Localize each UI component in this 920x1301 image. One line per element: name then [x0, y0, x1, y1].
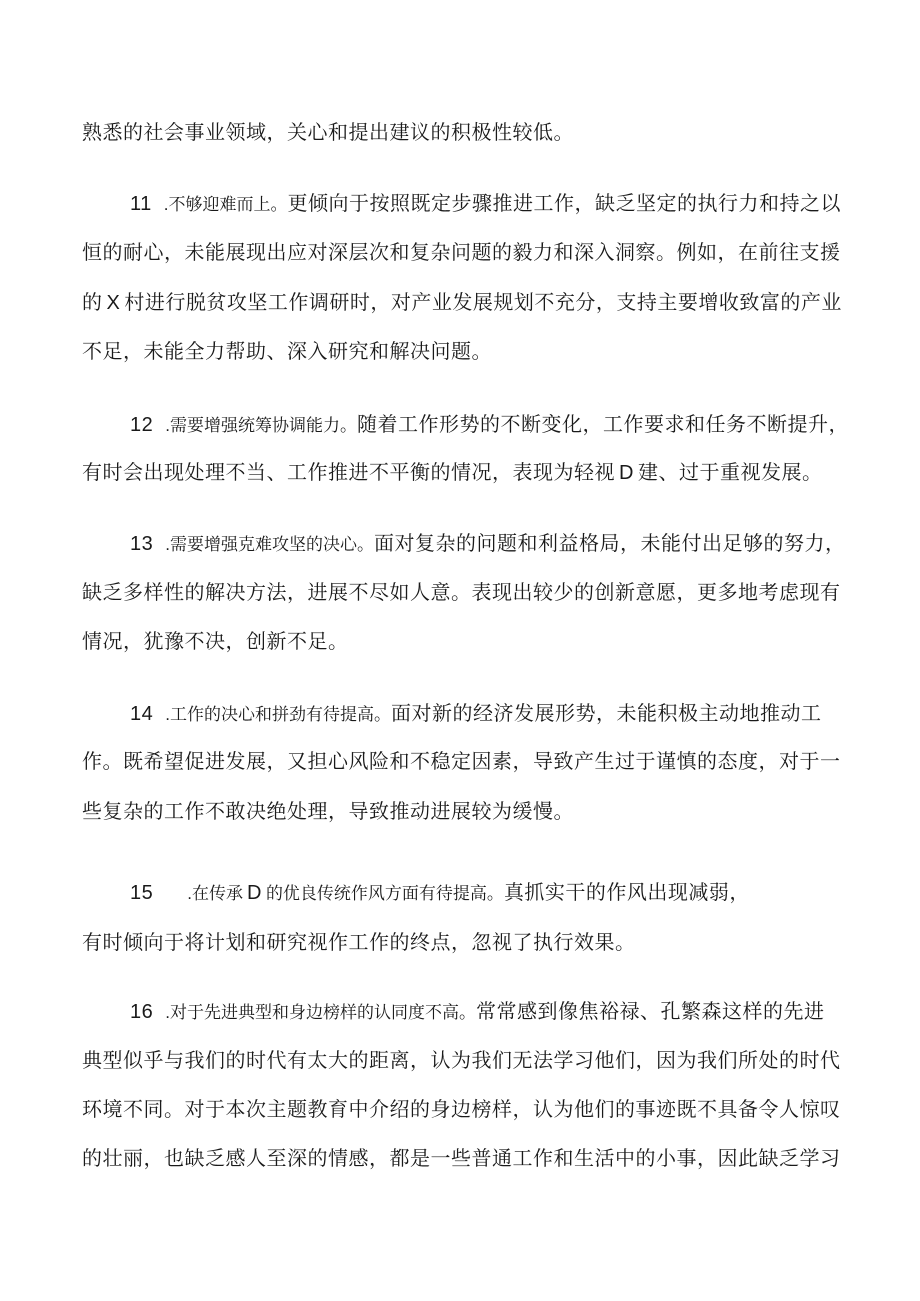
- paragraph-11-line-2: 恒的耐心，未能展现出应对深层次和复杂问题的毅力和深入洞察。例如，在前往支援: [82, 240, 841, 264]
- paragraph-14-line-1: [130, 698, 890, 730]
- paragraph-13-line-3: 情况，犹豫不决，创新不足。: [82, 629, 349, 653]
- item-heading-a: .在传承: [187, 884, 243, 903]
- paragraph-11-line-4: 不足，未能全力帮助、深入研究和解决问题。: [82, 339, 492, 363]
- paragraph-15-line-2: 有时倾向于将计划和研究视作工作的终点，忽视了执行效果。: [82, 930, 636, 954]
- item-heading: .需要增强克难攻坚的决心。: [165, 535, 374, 554]
- paragraph-15-line-1: [130, 877, 890, 909]
- paragraph-16-line-3: 环境不同。对于本次主题教育中介绍的身边榜样，认为他们的事迹既不具备令人惊叹: [82, 1097, 841, 1121]
- item-text: 面对新的经济发展形势，未能积极主动地推动工: [390, 701, 822, 725]
- item-number: 12: [130, 414, 154, 436]
- paragraph-16-line-1: [130, 996, 890, 1028]
- paragraph-11-line-1: [130, 188, 890, 220]
- item-heading-d: D: [246, 882, 262, 904]
- item-number: 16: [130, 1001, 154, 1023]
- paragraph-13-line-2: 缺乏多样性的解决方法，进展不尽如人意。表现出较少的创新意愿，更多地考虑现有: [82, 580, 841, 604]
- item-heading: .不够迎难而上。: [163, 195, 288, 214]
- text-segment: 有时会出现处理不当、工作推进不平衡的情况，表现为轻视: [82, 460, 615, 484]
- paragraph-16-line-4: 的壮丽，也缺乏感人至深的情感，都是一些普通工作和生活中的小事，因此缺乏学习: [82, 1146, 841, 1170]
- item-text: 更倾向于按照既定步骤推进工作，缺乏坚定的执行力和持之以: [287, 191, 841, 215]
- paragraph-11-line-3: [82, 287, 842, 318]
- item-number: 15: [130, 882, 154, 904]
- item-text: 真抓实干的作风出现减弱，: [503, 880, 750, 904]
- paragraph-intro-line-1: 熟悉的社会事业领域，关心和提出建议的积极性较低。: [82, 120, 574, 144]
- item-text: 随着工作形势的不断变化，工作要求和任务不断提升，: [356, 412, 849, 436]
- text-segment-d: D: [619, 462, 634, 484]
- text-segment: 村进行脱贫攻坚工作调研时，对产业发展规划不充分，支持主要增收致富的产业: [124, 290, 842, 314]
- item-text: 面对复杂的问题和利益格局，未能付出足够的努力，: [373, 531, 846, 555]
- item-heading-b: 的优良传统作风方面有待提高。: [265, 884, 504, 903]
- paragraph-14-line-2: 作。既希望促进发展，又担心风险和不稳定因素，导致产生过于谨慎的态度，对于一: [82, 749, 841, 773]
- item-heading: .需要增强统筹协调能力。: [165, 416, 357, 435]
- paragraph-12-line-1: [130, 409, 890, 441]
- item-number: 13: [130, 533, 154, 555]
- text-segment-x: X: [106, 292, 121, 314]
- paragraph-16-line-2: 典型似乎与我们的时代有太大的距离，认为我们无法学习他们，因为我们所处的时代: [82, 1048, 841, 1072]
- paragraph-14-line-3: 些复杂的工作不敢决绝处理，导致推动进展较为缓慢。: [82, 799, 574, 823]
- item-number: 14: [130, 703, 154, 725]
- item-heading: .对于先进典型和身边榜样的认同度不高。: [165, 1003, 476, 1022]
- paragraph-12-line-2: [82, 457, 842, 488]
- item-number: 11: [130, 193, 152, 215]
- text-segment: 的: [82, 290, 103, 314]
- item-heading: .工作的决心和拼劲有待提高。: [165, 705, 391, 724]
- item-text: 常常感到像焦裕禄、孔繁森这样的先进: [475, 999, 825, 1023]
- paragraph-13-line-1: [130, 528, 890, 560]
- text-segment: 建、过于重视发展。: [637, 460, 823, 484]
